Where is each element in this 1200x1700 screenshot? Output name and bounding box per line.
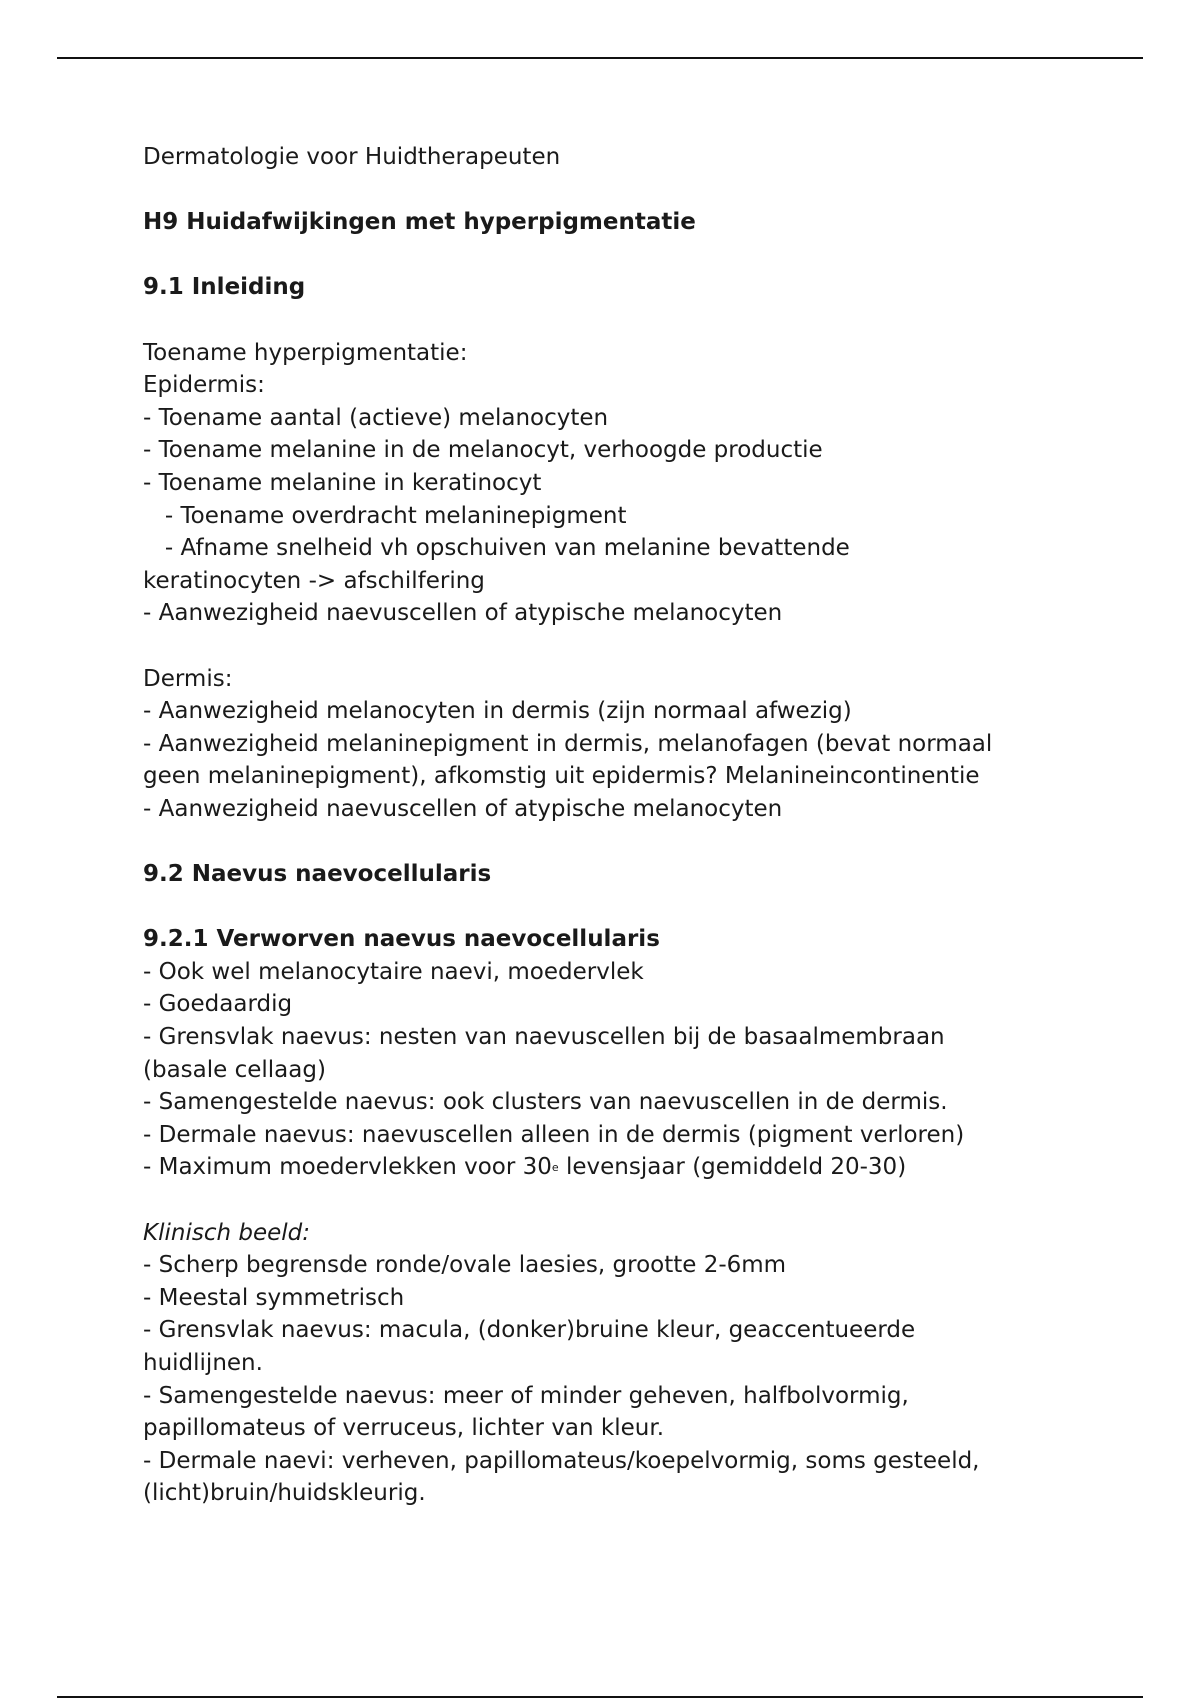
list-item: - Grensvlak naevus: macula, (donker)bruine kleur, geaccentueerde (143, 1317, 916, 1344)
list-item: - Afname snelheid vh opschuiven van melanine bevattende (143, 535, 850, 562)
list-item: - Scherp begrensde ronde/ovale laesies, grootte 2-6mm (143, 1252, 787, 1279)
list-item: - Aanwezigheid naevuscellen of atypische melanocyten (143, 600, 783, 627)
max-line-after: levensjaar (gemiddeld 20-30) (558, 1154, 907, 1181)
max-line-superscript: e (551, 1161, 559, 1175)
list-item: - Meestal symmetrisch (143, 1284, 405, 1311)
list-item: (basale cellaag) (143, 1056, 326, 1083)
list-item-max-moedervlekken (143, 1151, 1073, 1184)
list-item: geen melaninepigment), afkomstig uit epidermis? Melanineincontinentie (143, 763, 980, 790)
intro-text: Toename hyperpigmentatie: (143, 339, 468, 366)
list-item: - Dermale naevi: verheven, papillomateus/koepelvormig, soms gesteeld, (143, 1447, 980, 1474)
list-item: keratinocyten -> afschilfering (143, 567, 485, 594)
section-heading-9-2: 9.2 Naevus naevocellularis (143, 861, 492, 888)
list-item: - Aanwezigheid melanocyten in dermis (zijn normaal afwezig) (143, 698, 852, 725)
list-item: - Samengestelde naevus: meer of minder geheven, halfbolvormig, (143, 1382, 909, 1409)
list-item: - Grensvlak naevus: nesten van naevuscellen bij de basaalmembraan (143, 1024, 945, 1051)
list-item: - Toename melanine in de melanocyt, verhoogde productie (143, 437, 823, 464)
document-body (143, 141, 1073, 1510)
list-item: (licht)bruin/huidskleurig. (143, 1480, 426, 1507)
course-title: Dermatologie voor Huidtherapeuten (143, 144, 561, 170)
epidermis-label: Epidermis: (143, 372, 265, 399)
chapter-title: H9 Huidafwijkingen met hyperpigmentatie (143, 209, 696, 236)
list-item: - Goedaardig (143, 991, 293, 1018)
section-heading-9-1: 9.1 Inleiding (143, 274, 306, 301)
list-item: - Toename overdracht melaninepigment (143, 502, 627, 529)
subsection-heading-9-2-1: 9.2.1 Verworven naevus naevocellularis (143, 926, 660, 953)
footer-rule (57, 1696, 1143, 1698)
list-item: - Samengestelde naevus: ook clusters van naevuscellen in de dermis. (143, 1089, 948, 1116)
clinical-label: Klinisch beeld: (143, 1219, 310, 1246)
max-line-before: - Maximum moedervlekken voor 30 (143, 1154, 552, 1181)
header-rule (57, 57, 1143, 59)
list-item: papillomateus of verruceus, lichter van kleur. (143, 1415, 665, 1442)
list-item: - Ook wel melanocytaire naevi, moedervlek (143, 958, 644, 985)
list-item: - Toename aantal (actieve) melanocyten (143, 404, 609, 431)
list-item: - Aanwezigheid naevuscellen of atypische melanocyten (143, 795, 783, 822)
list-item: - Aanwezigheid melaninepigment in dermis, melanofagen (bevat normaal (143, 730, 993, 757)
list-item: huidlijnen. (143, 1349, 263, 1376)
list-item: - Toename melanine in keratinocyt (143, 469, 542, 496)
dermis-label: Dermis: (143, 665, 233, 692)
list-item: - Dermale naevus: naevuscellen alleen in de dermis (pigment verloren) (143, 1121, 965, 1148)
